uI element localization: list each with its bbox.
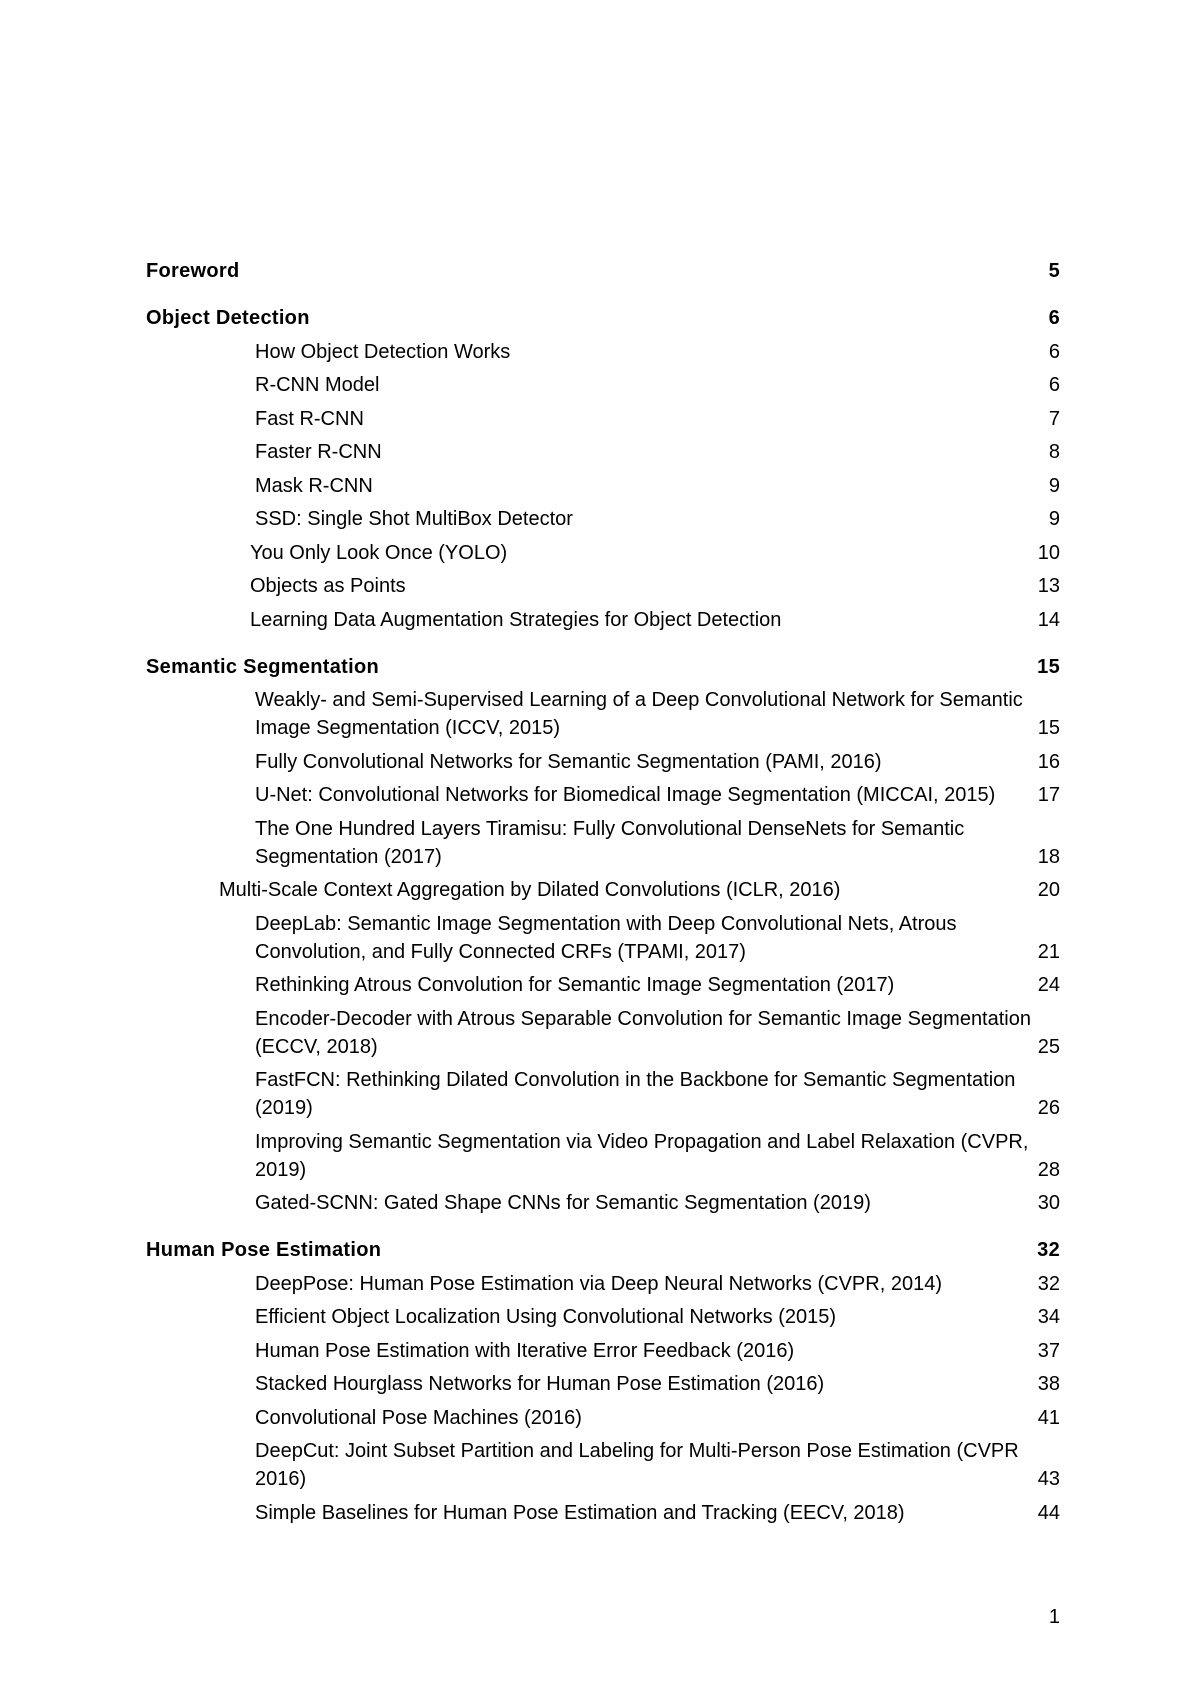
toc-page-number: 44 — [1037, 1501, 1060, 1524]
toc-page-number: 32 — [1037, 1272, 1060, 1295]
toc-page-number: 37 — [1037, 1339, 1060, 1362]
toc-page-number: 28 — [1037, 1158, 1060, 1181]
toc-section-heading[interactable] — [146, 1236, 1060, 1264]
toc-page-number: 34 — [1037, 1306, 1060, 1328]
toc-page-number: 38 — [1037, 1373, 1060, 1395]
toc-entry[interactable] — [146, 1404, 1060, 1432]
toc-page-number: 9 — [1048, 508, 1060, 530]
toc-entry-title: Improving Semantic Segmentation via Video Propagation and Label Relaxation (CVPR, 2019) — [255, 1130, 1029, 1181]
toc-page-number: 20 — [1037, 879, 1060, 901]
toc-page-number: 6 — [1048, 374, 1060, 396]
toc-entry[interactable] — [146, 748, 1060, 776]
toc-section-heading[interactable] — [146, 257, 1060, 285]
toc-page-number: 7 — [1048, 407, 1060, 430]
toc-page-number: 18 — [1037, 845, 1060, 868]
toc-entry-title: Objects as Points — [250, 575, 406, 597]
toc-entry-title: Rethinking Atrous Convolution for Semantic Image Segmentation (2017) — [255, 974, 895, 996]
toc-entry-title: Encoder-Decoder with Atrous Separable Convolution for Semantic Image Segmentation (ECCV, 2018) — [255, 1007, 1031, 1058]
toc-entry[interactable] — [146, 572, 1060, 600]
toc-entry-title: Human Pose Estimation with Iterative Error Feedback (2016) — [255, 1339, 795, 1362]
toc-entry[interactable] — [146, 1499, 1060, 1527]
toc-entry[interactable] — [146, 1337, 1060, 1365]
toc-entry[interactable] — [146, 505, 1060, 533]
toc-page-number: 43 — [1037, 1468, 1060, 1490]
toc-page-number: 6 — [1048, 340, 1060, 363]
toc-page-number: 17 — [1037, 784, 1060, 806]
toc-page-number: 25 — [1037, 1035, 1060, 1058]
toc-entry[interactable] — [146, 781, 1060, 809]
toc-entry-title: R-CNN Model — [255, 374, 380, 396]
toc-page-number: 15 — [1037, 717, 1060, 739]
toc-entry-title: Gated-SCNN: Gated Shape CNNs for Semantic Segmentation (2019) — [255, 1192, 871, 1214]
toc-entry-title: DeepPose: Human Pose Estimation via Deep Neural Networks (CVPR, 2014) — [255, 1272, 942, 1295]
toc-entry-title: Convolutional Pose Machines (2016) — [255, 1406, 582, 1429]
toc-entry[interactable] — [146, 338, 1060, 366]
toc-entry[interactable] — [146, 910, 1060, 966]
toc-page-number: 30 — [1037, 1192, 1060, 1214]
toc-entry-title: Multi-Scale Context Aggregation by Dilated Convolutions (ICLR, 2016) — [219, 879, 841, 901]
toc-page-number: 6 — [1048, 307, 1060, 329]
toc-entry-title: Fully Convolutional Networks for Semantic Segmentation (PAMI, 2016) — [255, 750, 882, 773]
toc-entry-title: How Object Detection Works — [255, 340, 511, 363]
toc-page-number: 24 — [1037, 974, 1060, 996]
toc-entry-title: SSD: Single Shot MultiBox Detector — [255, 508, 573, 530]
toc-section-heading[interactable] — [146, 304, 1060, 332]
toc-page-number: 26 — [1037, 1097, 1060, 1119]
toc-entry[interactable] — [146, 876, 1060, 904]
toc-entry[interactable] — [146, 438, 1060, 466]
page-number: 1 — [1048, 1606, 1060, 1628]
toc-entry-title: Weakly- and Semi-Supervised Learning of a Deep Convolutional Network for Semantic Image Segmentation (ICCV, 2015) — [255, 689, 1023, 739]
toc-entry[interactable] — [146, 1303, 1060, 1331]
toc-entry[interactable] — [146, 1437, 1060, 1493]
toc-entry[interactable] — [146, 1066, 1060, 1122]
toc-entry-title: Learning Data Augmentation Strategies for Object Detection — [250, 608, 782, 631]
toc-entry-title: U-Net: Convolutional Networks for Biomedical Image Segmentation (MICCAI, 2015) — [255, 784, 996, 806]
toc-entry-title: DeepCut: Joint Subset Partition and Labeling for Multi-Person Pose Estimation (CVPR 2016) — [255, 1440, 1019, 1490]
toc-page-number: 5 — [1048, 260, 1060, 282]
toc-entry[interactable] — [146, 971, 1060, 999]
toc-page-number: 32 — [1037, 1239, 1060, 1261]
toc-page-number: 9 — [1048, 474, 1060, 497]
toc-entry-title: Stacked Hourglass Networks for Human Pose Estimation (2016) — [255, 1373, 825, 1395]
toc-page-number: 14 — [1037, 608, 1060, 631]
toc-entry[interactable] — [146, 606, 1060, 634]
toc-entry[interactable] — [146, 815, 1060, 871]
toc-entry[interactable] — [146, 1189, 1060, 1217]
toc-page-number: 8 — [1048, 441, 1060, 463]
toc-page-number: 13 — [1037, 575, 1060, 597]
toc-entry[interactable] — [146, 1370, 1060, 1398]
toc-section-heading[interactable] — [146, 653, 1060, 681]
toc-entry[interactable] — [146, 371, 1060, 399]
toc-page-number: 10 — [1037, 541, 1060, 564]
toc-heading-title: Human Pose Estimation — [146, 1239, 382, 1261]
toc-entry[interactable] — [146, 1128, 1060, 1184]
toc-entry-title: Faster R-CNN — [255, 441, 382, 463]
toc-entry[interactable] — [146, 405, 1060, 433]
toc-entry[interactable] — [146, 1270, 1060, 1298]
toc-entry[interactable] — [146, 1005, 1060, 1061]
toc-entry-title: Efficient Object Localization Using Convolutional Networks (2015) — [255, 1306, 837, 1328]
toc-page-number: 41 — [1037, 1406, 1060, 1429]
toc-entry-title: Mask R-CNN — [255, 474, 373, 497]
toc-heading-title: Object Detection — [146, 307, 310, 329]
toc-entry-title: Fast R-CNN — [255, 407, 364, 430]
toc-entry-title: You Only Look Once (YOLO) — [250, 541, 508, 564]
toc-heading-title: Foreword — [146, 260, 240, 282]
toc-entry-title: Simple Baselines for Human Pose Estimation and Tracking (EECV, 2018) — [255, 1501, 905, 1524]
toc-page-number: 15 — [1037, 655, 1060, 678]
table-of-contents — [146, 257, 1060, 1527]
toc-entry[interactable] — [146, 539, 1060, 567]
toc-page-number: 16 — [1037, 750, 1060, 773]
toc-entry-title: FastFCN: Rethinking Dilated Convolution in the Backbone for Semantic Segmentation (2019) — [255, 1069, 1016, 1119]
toc-entry[interactable] — [146, 472, 1060, 500]
toc-entry-title: DeepLab: Semantic Image Segmentation with Deep Convolutional Nets, Atrous Convolution, and Fully Connected CRFs (TPAMI, 2017) — [255, 912, 957, 963]
toc-entry[interactable] — [146, 686, 1060, 742]
toc-entry-title: The One Hundred Layers Tiramisu: Fully Convolutional DenseNets for Semantic Segmentation (2017) — [255, 817, 965, 868]
toc-page-number: 21 — [1037, 940, 1060, 963]
toc-heading-title: Semantic Segmentation — [146, 655, 380, 678]
